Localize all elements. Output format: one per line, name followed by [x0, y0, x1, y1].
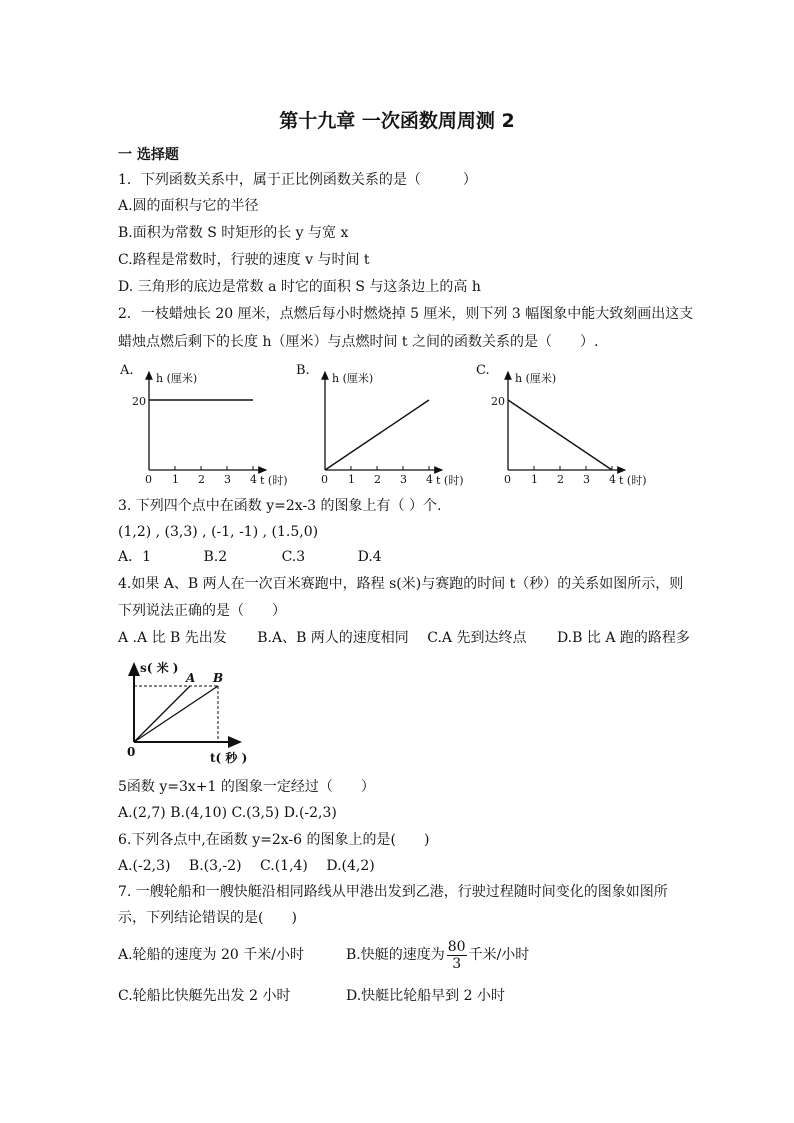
q5-stem: 5函数 y=3x+1 的图象一定经过（ ） — [118, 779, 375, 795]
q4-origin: 0 — [127, 745, 136, 759]
x-tick-label: 4 — [426, 473, 433, 486]
q4-x-label: t( 秒 ) — [210, 751, 248, 765]
q7-option-b-suffix: 千米/小时 — [468, 947, 530, 963]
q2-stem-line1: 2．一枝蜡烛长 20 厘米，点燃后每小时燃烧掉 5 厘米，则下列 3 幅图象中能大致刻画出这支 — [118, 306, 694, 322]
q4-stem-line1: 4.如果 A、B 两人在一次百米赛跑中，路程 s(米)与赛跑的时间 t（秒）的关系如图所示，则 — [118, 576, 684, 592]
q4-options — [118, 628, 690, 648]
graph-b — [294, 360, 474, 490]
q7-fraction-num: 80 — [447, 938, 466, 955]
graph-c-y-tick: 20 — [491, 395, 505, 408]
graph-c-y-label: h (厘米) — [515, 372, 557, 385]
q3-options — [118, 547, 382, 567]
graph-b-x-ticks — [321, 466, 433, 486]
graph-b-data-line — [325, 400, 429, 470]
graph-a-x-label: t (时) — [260, 474, 288, 487]
q7-option-b-prefix: B.快艇的速度为 — [346, 947, 445, 963]
x-tick-label: 2 — [198, 473, 205, 486]
q4-option-b: B.A、B 两人的速度相同 — [257, 630, 409, 646]
q6-options: A.(-2,3) B.(3,-2) C.(1,4) D.(4,2) — [118, 858, 375, 874]
q4-graph — [118, 656, 248, 768]
q3-option-c: C.3 — [281, 549, 306, 565]
q7-stem-line2: 示，下列结论错误的是( ) — [118, 910, 297, 926]
q4-option-c: C.A 先到达终点 — [427, 630, 527, 646]
q3-points: (1,2) , (3,3) , (-1, -1) , (1.5,0) — [118, 524, 319, 540]
x-tick-label: 3 — [224, 473, 231, 486]
graph-b-label: B. — [296, 363, 310, 378]
x-tick-label: 0 — [321, 473, 328, 486]
graph-a-label: A. — [120, 363, 134, 378]
q3-option-a: A．1 — [118, 549, 152, 565]
q4-line-a — [134, 686, 190, 742]
q4-option-d: D.B 比 A 跑的路程多 — [556, 630, 690, 646]
page-title: 第十九章 一次函数周周测 2 — [279, 110, 515, 132]
q1-option-a: A.圆的面积与它的半径 — [118, 198, 259, 214]
q1-option-d: D. 三角形的底边是常数 a 时它的面积 S 与这条边上的高 h — [118, 279, 481, 295]
x-tick-label: 3 — [400, 473, 407, 486]
q7-fraction — [447, 939, 467, 972]
q1-option-b: B.面积为常数 S 时矩形的长 y 与宽 x — [118, 225, 349, 241]
q7-option-a: A.轮船的速度为 20 千米/小时 — [118, 947, 304, 963]
q7-option-d: D.快艇比轮船早到 2 小时 — [346, 988, 505, 1004]
q3-option-d: D.4 — [357, 549, 382, 565]
graph-a — [118, 360, 298, 490]
q4-option-a: A .A 比 B 先出发 — [118, 630, 227, 646]
graph-a-y-label: h (厘米) — [156, 372, 198, 385]
x-tick-label: 2 — [374, 473, 381, 486]
q1-stem: 1．下列函数关系中，属于正比例函数关系的是（ ） — [118, 172, 477, 188]
q4-stem-line2: 下列说法正确的是（ ） — [118, 603, 286, 619]
graph-a-x-ticks — [145, 466, 257, 486]
section-heading: 一 选择题 — [118, 147, 179, 163]
x-tick-label: 4 — [250, 473, 257, 486]
graph-a-y-tick: 20 — [132, 395, 146, 408]
graph-c — [474, 360, 654, 490]
q4-label-a: A — [186, 671, 196, 685]
q2-stem-line2: 蜡烛点燃后剩下的长度 h（厘米）与点燃时间 t 之间的函数关系的是（ ）. — [118, 334, 599, 350]
graph-c-label: C. — [476, 363, 490, 378]
q3-option-b: B.2 — [203, 549, 228, 565]
q4-line-b — [134, 686, 218, 742]
x-tick-label: 0 — [504, 473, 511, 486]
x-tick-label: 1 — [172, 473, 179, 486]
graph-c-x-label: t (时) — [619, 474, 647, 487]
x-tick-label: 1 — [348, 473, 355, 486]
q4-y-label: s( 米 ) — [140, 661, 179, 675]
q4-label-b: B — [213, 671, 224, 685]
graph-b-x-label: t (时) — [436, 474, 464, 487]
graph-b-y-label: h (厘米) — [332, 372, 374, 385]
q7-option-b — [346, 934, 529, 976]
x-tick-label: 0 — [145, 473, 152, 486]
q7-stem-line1: 7. 一艘轮船和一艘快艇沿相同路线从甲港出发到乙港，行驶过程随时间变化的图象如图所 — [118, 884, 668, 900]
q3-stem: 3. 下列四个点中在函数 y=2x-3 的图象上有（ ）个. — [118, 498, 442, 514]
q6-stem: 6.下列各点中,在函数 y=2x-6 的图象上的是( ) — [118, 832, 430, 848]
x-tick-label: 2 — [557, 473, 564, 486]
q5-options: A.(2,7) B.(4,10) C.(3,5) D.(-2,3) — [118, 805, 337, 821]
q7-option-c: C.轮船比快艇先出发 2 小时 — [118, 988, 291, 1004]
x-tick-label: 3 — [583, 473, 590, 486]
graph-c-x-ticks — [504, 466, 616, 486]
q1-option-c: C.路程是常数时，行驶的速度 v 与时间 t — [118, 252, 370, 268]
x-tick-label: 1 — [531, 473, 538, 486]
graph-c-data-line — [508, 400, 612, 470]
x-tick-label: 4 — [609, 473, 616, 486]
q7-fraction-den: 3 — [452, 955, 462, 972]
